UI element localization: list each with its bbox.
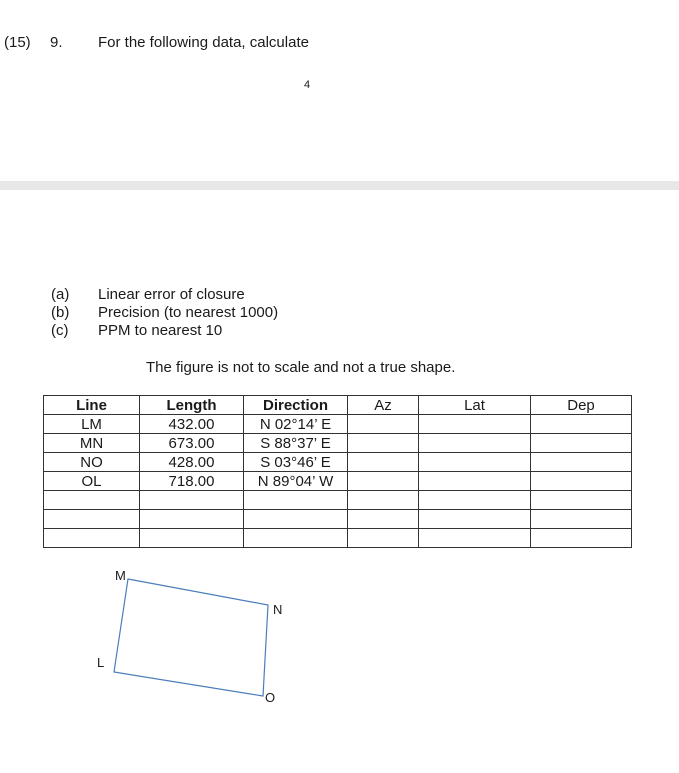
question-marks: (15): [4, 34, 31, 51]
cell-direction: N 02°14’ E: [244, 415, 348, 434]
traverse-polygon: [114, 579, 268, 696]
header-dep: Dep: [531, 396, 632, 415]
cell-blank: [419, 510, 531, 529]
part-c-text: PPM to nearest 10: [98, 322, 223, 339]
part-a-label: (a): [51, 286, 70, 303]
cell-blank: [44, 529, 140, 548]
cell-blank: [44, 510, 140, 529]
cell-length: 428.00: [140, 453, 244, 472]
table-row: [44, 472, 632, 491]
figure-note: The figure is not to scale and not a true shape.: [146, 359, 456, 376]
cell-blank: [531, 491, 632, 510]
cell-dep: [531, 434, 632, 453]
header-direction: Direction: [244, 396, 348, 415]
cell-blank: [348, 510, 419, 529]
cell-blank: [140, 510, 244, 529]
cell-az: [348, 453, 419, 472]
cell-dep: [531, 415, 632, 434]
header-line: Line: [44, 396, 140, 415]
cell-length: 673.00: [140, 434, 244, 453]
cell-length: 432.00: [140, 415, 244, 434]
cell-direction: S 03°46’ E: [244, 453, 348, 472]
header-length: Length: [140, 396, 244, 415]
table-row-blank: [44, 529, 632, 548]
cell-line: NO: [44, 453, 140, 472]
cell-lat: [419, 453, 531, 472]
cell-blank: [419, 529, 531, 548]
cell-direction: N 89°04’ W: [244, 472, 348, 491]
question-number: 9.: [50, 34, 63, 51]
cell-blank: [244, 491, 348, 510]
point-label-m: M: [115, 568, 126, 583]
cell-lat: [419, 434, 531, 453]
page-number: 4: [304, 79, 311, 91]
cell-direction: S 88°37’ E: [244, 434, 348, 453]
point-label-l: L: [97, 655, 105, 670]
traverse-table: [43, 395, 632, 548]
cell-blank: [419, 491, 531, 510]
point-label-o: O: [265, 690, 276, 705]
cell-blank: [531, 510, 632, 529]
cell-length: 718.00: [140, 472, 244, 491]
cell-line: LM: [44, 415, 140, 434]
point-label-n: N: [273, 602, 283, 617]
question-prompt: For the following data, calculate: [98, 34, 309, 51]
cell-blank: [348, 529, 419, 548]
cell-blank: [531, 529, 632, 548]
table-row: [44, 415, 632, 434]
cell-blank: [140, 491, 244, 510]
header-lat: Lat: [419, 396, 531, 415]
cell-az: [348, 434, 419, 453]
cell-blank: [244, 529, 348, 548]
part-b-text: Precision (to nearest 1000): [98, 304, 279, 321]
table-row-blank: [44, 510, 632, 529]
cell-line: OL: [44, 472, 140, 491]
cell-lat: [419, 472, 531, 491]
traverse-figure: [0, 560, 679, 710]
cell-line: MN: [44, 434, 140, 453]
cell-dep: [531, 472, 632, 491]
cell-lat: [419, 415, 531, 434]
cell-blank: [348, 491, 419, 510]
cell-blank: [244, 510, 348, 529]
cell-dep: [531, 453, 632, 472]
table-row: [44, 434, 632, 453]
part-b-label: (b): [51, 304, 70, 321]
cell-blank: [44, 491, 140, 510]
table-row-blank: [44, 491, 632, 510]
cell-az: [348, 472, 419, 491]
header-az: Az: [348, 396, 419, 415]
page-break: [0, 181, 679, 190]
table-header-row: [44, 396, 632, 415]
cell-blank: [140, 529, 244, 548]
part-c-label: (c): [51, 322, 69, 339]
cell-az: [348, 415, 419, 434]
part-a-text: Linear error of closure: [98, 286, 245, 303]
table-row: [44, 453, 632, 472]
